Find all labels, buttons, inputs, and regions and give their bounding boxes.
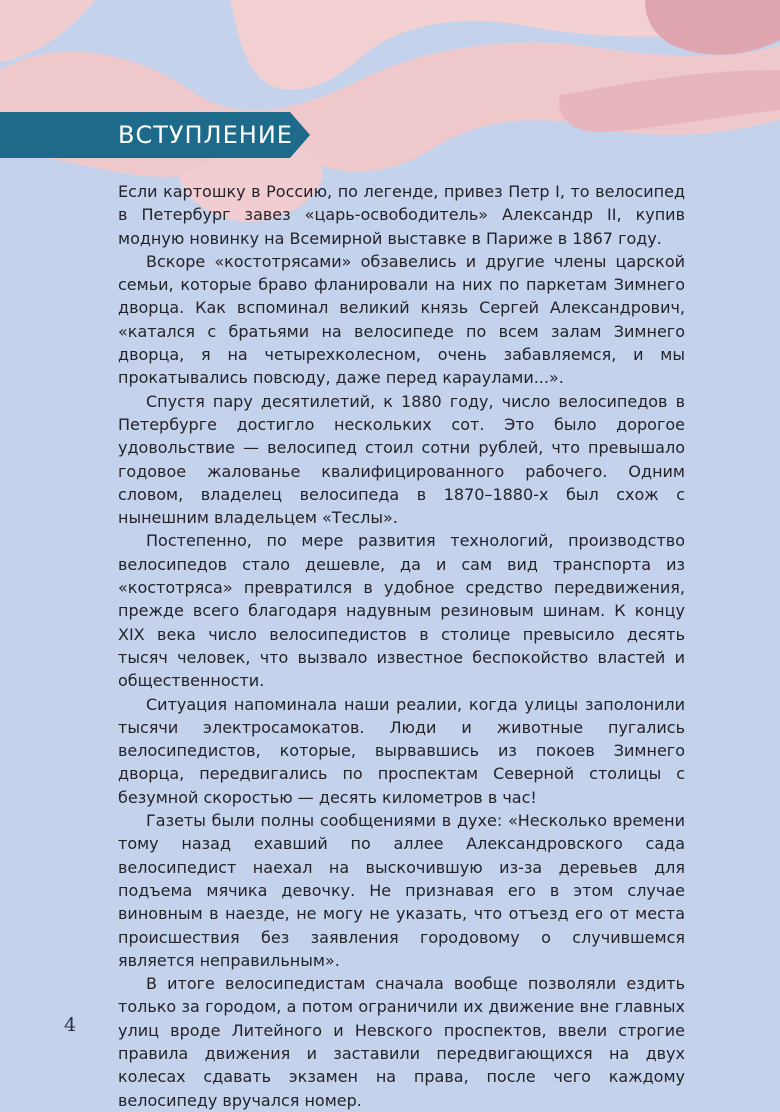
page-number: 4: [64, 1014, 77, 1036]
section-title: ВСТУПЛЕНИЕ: [118, 121, 293, 149]
paragraph: Ситуация напоминала наши реалии, когда улицы заполонили тысячи электросамокатов. Люди и животные пугались велосипедистов, которые, вырвавшись из покоев Зимнего дворца, передвигались по проспектам Северной столицы с безумной скоростью — десять километров в час!: [118, 694, 685, 807]
paragraph: В итоге велосипедистам сначала вообще позволяли ездить только за городом, а потом ограничили их движение вне главных улиц вроде Литейного и Невского проспектов, ввели строгие правила движения и заставили передвигающихся на двух колесах сдавать экзамен на права, после чего каждому велосипеду вручался номер.: [118, 974, 685, 1110]
paragraph: Вскоре «костотрясами» обзавелись и другие члены царской семьи, которые браво фланировали на них по паркетам Зимнего дворца. Как вспоминал великий князь Сергей Александрович, «катался с братьями на велосипеде по всем залам Зимнего дворца, я на четырехколесном, очень забавляемся, и мы прокатывались повсюду, даже перед караулами...».: [118, 251, 685, 388]
paragraph: Если картошку в Россию, по легенде, привез Петр I, то велосипед в Петербург завез «царь-освободитель» Александр II, купив модную новинку на Всемирной выставке в Париже в 1867 году.: [118, 182, 685, 248]
paragraph: Газеты были полны сообщениями в духе: «Несколько времени тому назад ехавший по аллее Александровского сада велосипедист наехал на выскочившую из-за деревьев для подъема мячика девочку. Не признавая его в этом случае виновным в наезде, не могу не указать, что отъезд его от места происшествия без заявления городовому о случившемся является неправильным».: [118, 811, 685, 970]
body-text: [118, 180, 685, 1112]
paragraph: Постепенно, по мере развития технологий, производство велосипедов стало дешевле, да и сам вид транспорта из «костотряса» превратился в удобное средство передвижения, прежде всего благодаря надувным резиновым шинам. К концу XIX века число велосипедистов в столице превысило десять тысяч человек, что вызвало известное беспокойство властей и общественности.: [118, 531, 685, 691]
swirl-dark-accent: [645, 0, 780, 55]
paragraph: Спустя пару десятилетий, к 1880 году, число велосипедов в Петербурге достигло нескольких сот. Это было дорогое удовольствие — велосипед стоил сотни рублей, что превышало годовое жалованье квалифицированного рабочего. Одним словом, владелец велосипеда в 1870–1880-х был схож с нынешним владельцем «Теслы».: [118, 391, 685, 528]
